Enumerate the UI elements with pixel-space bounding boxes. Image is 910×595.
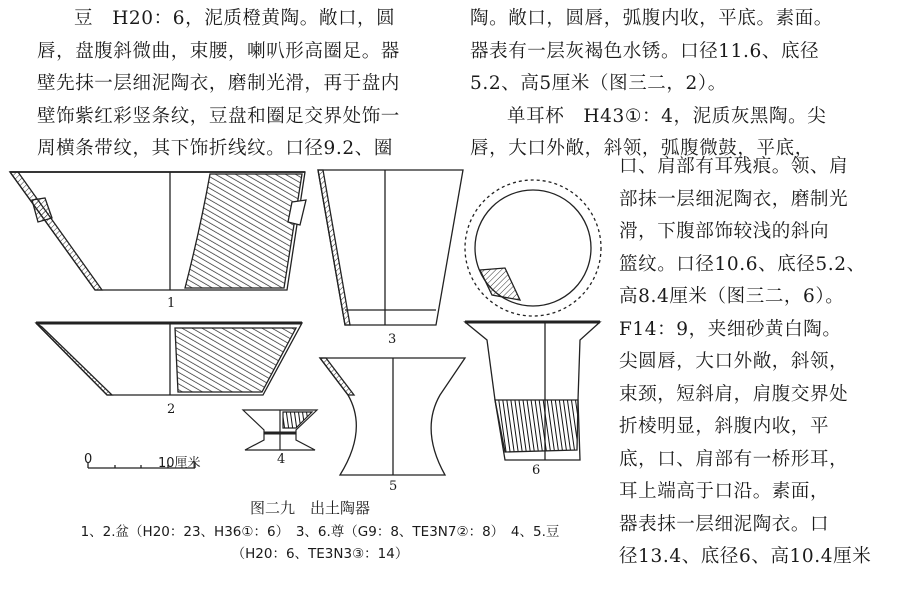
figure-number-2: 2 bbox=[167, 402, 176, 417]
figure-caption-title: 图二九 出土陶器 bbox=[249, 499, 370, 517]
text-line: F14：9，夹细砂黄白陶。 bbox=[619, 318, 842, 340]
left-text-column bbox=[37, 3, 462, 166]
text-line: 高8.4厘米（图三二，6）。 bbox=[619, 286, 845, 307]
scale-zero-label: 0 bbox=[84, 452, 93, 467]
text-line: 豆 H20：6，泥质橙黄陶。敞口，圆 bbox=[74, 8, 396, 29]
text-line: 部抹一层细泥陶衣，磨制光 bbox=[619, 188, 849, 210]
text-line: 滑，下腹部饰较浅的斜向 bbox=[619, 221, 830, 242]
text-line: 耳上端高于口沿。素面， bbox=[619, 481, 830, 502]
pottery-figure bbox=[0, 160, 620, 505]
caption-line: （H20：6、TE3N3③：14） bbox=[231, 546, 409, 562]
text-line: 器表有一层灰褐色水锈。口径11.6、底径 bbox=[470, 40, 820, 62]
text-line: 束颈，短斜肩，肩腹交界处 bbox=[619, 383, 849, 405]
figure-number-3: 3 bbox=[388, 332, 397, 347]
vessel-4-dou bbox=[243, 410, 317, 450]
text-line: 口、肩部有耳残痕。领、肩 bbox=[619, 156, 849, 177]
text-line: 陶。敞口，圆唇，弧腹内收，平底。素面。 bbox=[470, 8, 833, 29]
caption-line: 1、2.盆（H20：23、H36①：6） 3、6.尊（G9：8、TE3N7②：8） 4、5.豆 bbox=[80, 524, 560, 540]
figure-caption-legend bbox=[30, 521, 610, 565]
text-line: 底，口、肩部有一桥形耳， bbox=[619, 448, 849, 470]
text-line: 径13.4、底径6、高10.4厘米 bbox=[619, 546, 872, 567]
text-line: 单耳杯 H43①：4，泥质灰黑陶。尖 bbox=[507, 105, 827, 127]
figure-number-5: 5 bbox=[389, 479, 398, 494]
figure-number-4: 4 bbox=[277, 452, 286, 467]
vessel-3-zun bbox=[318, 170, 463, 325]
vessel-2-basin bbox=[36, 323, 302, 395]
scale-unit-label: 10厘米 bbox=[158, 456, 201, 471]
text-line: 器表抹一层细泥陶衣。口 bbox=[619, 513, 830, 535]
text-line: 壁先抹一层细泥陶衣，磨制光滑，再于盘内 bbox=[37, 73, 400, 94]
text-line: 尖圆唇，大口外敞，斜领， bbox=[619, 351, 849, 372]
text-line: 唇，盘腹斜微曲，束腰，喇叭形高圈足。器 bbox=[37, 40, 400, 62]
vessel-6-top-view bbox=[465, 180, 601, 316]
vessel-1-basin bbox=[10, 172, 306, 290]
text-line: 篮纹。口径10.6、底径5.2、 bbox=[619, 253, 866, 275]
figure-number-6: 6 bbox=[532, 463, 541, 478]
figure-number-1: 1 bbox=[167, 296, 176, 311]
text-line: 5.2、高5厘米（图三二，2）。 bbox=[470, 73, 727, 94]
text-line: 唇，大口外敞，斜领，弧腹微鼓，平底， bbox=[470, 138, 814, 159]
text-line: 壁饰紫红彩竖条纹，豆盘和圈足交界处饰一 bbox=[37, 105, 400, 127]
right-narrow-text-column bbox=[619, 151, 874, 574]
vessel-6-zun bbox=[465, 322, 600, 460]
paragraph-dou bbox=[37, 3, 462, 166]
right-text-column bbox=[470, 3, 870, 166]
vessel-5-dou bbox=[320, 358, 465, 475]
text-line: 折棱明显，斜腹内收，平 bbox=[619, 416, 830, 437]
text-line: 周横条带纹，其下饰折线纹。口径9.2、圈 bbox=[37, 138, 393, 159]
